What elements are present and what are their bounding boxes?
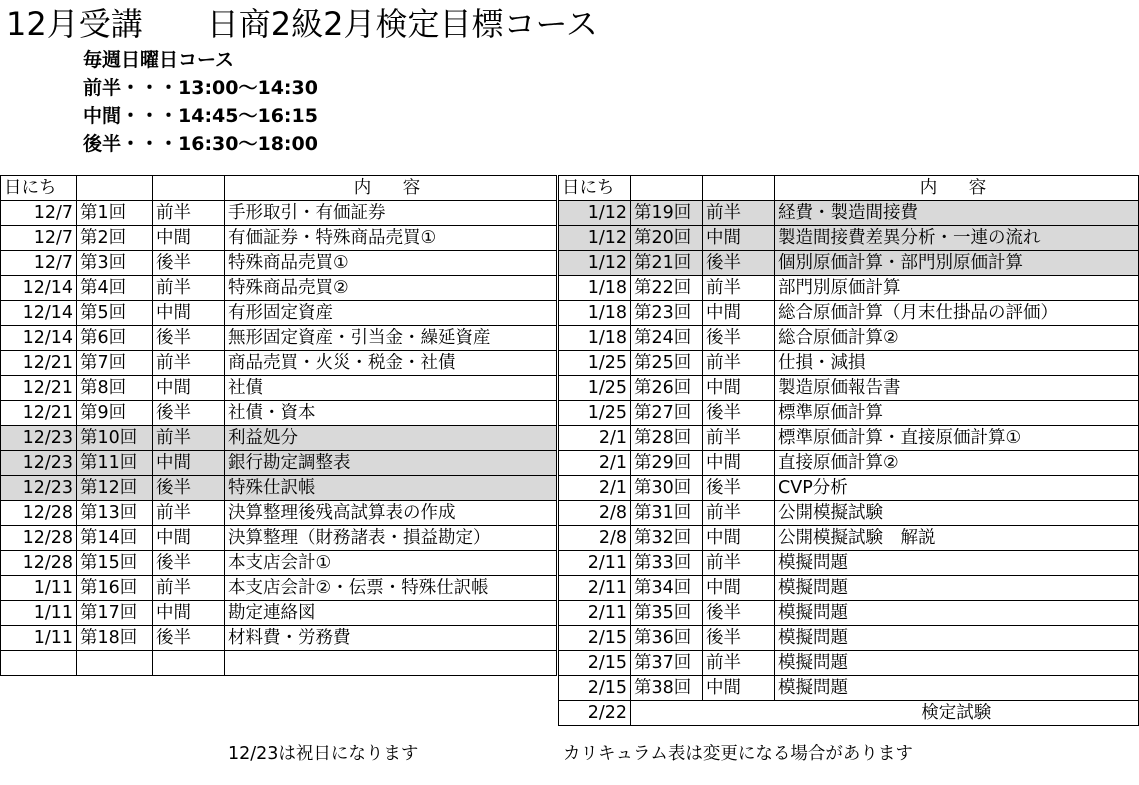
cell-date: 1/25 bbox=[559, 376, 631, 401]
cell-date: 2/1 bbox=[559, 476, 631, 501]
cell-session-number: 第19回 bbox=[631, 201, 703, 226]
cell-session-number: 第29回 bbox=[631, 451, 703, 476]
table-row bbox=[1, 476, 557, 501]
cell-date: 2/1 bbox=[559, 426, 631, 451]
cell-date bbox=[1, 651, 77, 676]
header-blank bbox=[153, 176, 225, 201]
cell-date: 12/14 bbox=[1, 301, 77, 326]
table-row bbox=[1, 301, 557, 326]
header-content: 内 容 bbox=[775, 176, 1139, 201]
cell-session-number: 第1回 bbox=[77, 201, 153, 226]
cell-session-number: 第34回 bbox=[631, 576, 703, 601]
cell-session-number: 第17回 bbox=[77, 601, 153, 626]
cell-session-number: 第14回 bbox=[77, 526, 153, 551]
table-row bbox=[559, 251, 1139, 276]
cell-period: 後半 bbox=[703, 326, 775, 351]
cell-date: 2/11 bbox=[559, 601, 631, 626]
cell-period: 前半 bbox=[703, 551, 775, 576]
change-note: カリキュラム表は変更になる場合があります bbox=[563, 744, 913, 764]
cell-content: 経費・製造間接費 bbox=[775, 201, 1139, 226]
table-row bbox=[559, 501, 1139, 526]
cell-content: 総合原価計算② bbox=[775, 326, 1139, 351]
cell-date: 1/12 bbox=[559, 251, 631, 276]
table-row bbox=[1, 501, 557, 526]
cell-period: 前半 bbox=[153, 276, 225, 301]
cell-date: 12/28 bbox=[1, 526, 77, 551]
cell-period: 中間 bbox=[153, 226, 225, 251]
cell-date: 1/18 bbox=[559, 276, 631, 301]
cell-session-number: 第16回 bbox=[77, 576, 153, 601]
table-row bbox=[1, 526, 557, 551]
session-time-first: 前半・・・13:00～14:30 bbox=[83, 77, 318, 99]
cell-period: 後半 bbox=[703, 476, 775, 501]
cell-content: 直接原価計算② bbox=[775, 451, 1139, 476]
cell-session-number: 第10回 bbox=[77, 426, 153, 451]
cell-date: 2/22 bbox=[559, 701, 631, 726]
table-row bbox=[1, 326, 557, 351]
cell-period bbox=[153, 651, 225, 676]
cell-period: 後半 bbox=[153, 401, 225, 426]
table-header-row bbox=[559, 176, 1139, 201]
cell-content: 手形取引・有価証券 bbox=[225, 201, 557, 226]
table-row bbox=[1, 576, 557, 601]
table-row bbox=[1, 376, 557, 401]
cell-date: 1/18 bbox=[559, 326, 631, 351]
table-row bbox=[1, 551, 557, 576]
exam-row bbox=[559, 701, 1139, 726]
cell-content: 模擬問題 bbox=[775, 576, 1139, 601]
cell-session-number: 第28回 bbox=[631, 426, 703, 451]
cell-period: 前半 bbox=[703, 351, 775, 376]
cell-content: 公開模擬試験 bbox=[775, 501, 1139, 526]
cell-period: 中間 bbox=[703, 676, 775, 701]
cell-period: 前半 bbox=[153, 351, 225, 376]
cell-content: 材料費・労務費 bbox=[225, 626, 557, 651]
cell-session-number: 第36回 bbox=[631, 626, 703, 651]
cell-period: 前半 bbox=[703, 276, 775, 301]
cell-date: 2/1 bbox=[559, 451, 631, 476]
cell-content: 社債 bbox=[225, 376, 557, 401]
cell-date: 12/28 bbox=[1, 551, 77, 576]
table-row bbox=[559, 676, 1139, 701]
cell-period: 前半 bbox=[153, 201, 225, 226]
cell-content: 特殊仕訳帳 bbox=[225, 476, 557, 501]
table-row bbox=[559, 426, 1139, 451]
cell-period: 中間 bbox=[153, 376, 225, 401]
cell-period: 後半 bbox=[153, 476, 225, 501]
cell-date: 12/7 bbox=[1, 201, 77, 226]
cell-date: 1/12 bbox=[559, 201, 631, 226]
cell-session-number: 第37回 bbox=[631, 651, 703, 676]
table-row bbox=[559, 526, 1139, 551]
table-row bbox=[559, 576, 1139, 601]
cell-content: 個別原価計算・部門別原価計算 bbox=[775, 251, 1139, 276]
cell-period: 中間 bbox=[703, 301, 775, 326]
cell-date: 1/11 bbox=[1, 626, 77, 651]
cell-date: 2/8 bbox=[559, 526, 631, 551]
cell-content: 有価証券・特殊商品売買① bbox=[225, 226, 557, 251]
cell-content: CVP分析 bbox=[775, 476, 1139, 501]
cell-session-number: 第32回 bbox=[631, 526, 703, 551]
cell-content: 銀行勘定調整表 bbox=[225, 451, 557, 476]
cell-date: 12/7 bbox=[1, 251, 77, 276]
cell-session-number: 第25回 bbox=[631, 351, 703, 376]
table-row bbox=[559, 601, 1139, 626]
cell-date: 12/21 bbox=[1, 376, 77, 401]
cell-session-number: 第7回 bbox=[77, 351, 153, 376]
cell-period: 前半 bbox=[703, 501, 775, 526]
table-row bbox=[1, 626, 557, 651]
cell-content: 本支店会計②・伝票・特殊仕訳帳 bbox=[225, 576, 557, 601]
cell-session-number: 第30回 bbox=[631, 476, 703, 501]
cell-period: 前半 bbox=[153, 426, 225, 451]
header-content: 内 容 bbox=[225, 176, 557, 201]
table-row bbox=[1, 251, 557, 276]
cell-date: 12/21 bbox=[1, 351, 77, 376]
cell-session-number: 第15回 bbox=[77, 551, 153, 576]
cell-session-number bbox=[77, 651, 153, 676]
cell-period: 後半 bbox=[703, 251, 775, 276]
cell-session-number: 第31回 bbox=[631, 501, 703, 526]
cell-date: 12/23 bbox=[1, 451, 77, 476]
table-row bbox=[559, 376, 1139, 401]
cell-period: 後半 bbox=[153, 251, 225, 276]
cell-content: 決算整理後残高試算表の作成 bbox=[225, 501, 557, 526]
cell-session-number: 第3回 bbox=[77, 251, 153, 276]
header-blank bbox=[703, 176, 775, 201]
cell-session-number: 第35回 bbox=[631, 601, 703, 626]
cell-content: 本支店会計① bbox=[225, 551, 557, 576]
cell-date: 12/14 bbox=[1, 276, 77, 301]
cell-date: 2/11 bbox=[559, 551, 631, 576]
cell-content: 無形固定資産・引当金・繰延資産 bbox=[225, 326, 557, 351]
cell-content: 標準原価計算 bbox=[775, 401, 1139, 426]
table-header-row bbox=[1, 176, 557, 201]
table-row bbox=[1, 351, 557, 376]
cell-exam: 検定試験 bbox=[775, 701, 1139, 726]
cell-date: 1/18 bbox=[559, 301, 631, 326]
cell-period: 中間 bbox=[703, 226, 775, 251]
cell-period: 後半 bbox=[153, 551, 225, 576]
table-row bbox=[559, 451, 1139, 476]
cell-date: 2/15 bbox=[559, 676, 631, 701]
cell-period: 前半 bbox=[153, 501, 225, 526]
table-row bbox=[559, 626, 1139, 651]
cell-session-number: 第5回 bbox=[77, 301, 153, 326]
cell-period: 後半 bbox=[703, 601, 775, 626]
cell-period: 中間 bbox=[703, 576, 775, 601]
cell-date: 1/11 bbox=[1, 601, 77, 626]
cell-period: 後半 bbox=[153, 326, 225, 351]
table-row bbox=[559, 276, 1139, 301]
cell-session-number: 第2回 bbox=[77, 226, 153, 251]
table-row bbox=[559, 301, 1139, 326]
header-blank bbox=[77, 176, 153, 201]
cell-session-number: 第22回 bbox=[631, 276, 703, 301]
table-row bbox=[559, 351, 1139, 376]
cell-date: 12/7 bbox=[1, 226, 77, 251]
schedule-table-right bbox=[558, 175, 1139, 726]
cell-date: 2/15 bbox=[559, 651, 631, 676]
table-row bbox=[559, 476, 1139, 501]
header-date: 日にち bbox=[559, 176, 631, 201]
cell-period: 中間 bbox=[703, 376, 775, 401]
table-row bbox=[1, 601, 557, 626]
cell-session-number: 第26回 bbox=[631, 376, 703, 401]
cell-content: 模擬問題 bbox=[775, 676, 1139, 701]
cell-period: 後半 bbox=[703, 626, 775, 651]
cell-content: 勘定連絡図 bbox=[225, 601, 557, 626]
table-row bbox=[559, 201, 1139, 226]
cell-content: 模擬問題 bbox=[775, 651, 1139, 676]
cell-content: 模擬問題 bbox=[775, 551, 1139, 576]
cell-date: 2/8 bbox=[559, 501, 631, 526]
cell-date: 2/11 bbox=[559, 576, 631, 601]
table-row bbox=[559, 651, 1139, 676]
cell-period: 後半 bbox=[703, 401, 775, 426]
cell-blank bbox=[631, 701, 775, 726]
table-row bbox=[1, 426, 557, 451]
cell-content: 仕損・減損 bbox=[775, 351, 1139, 376]
cell-date: 1/11 bbox=[1, 576, 77, 601]
cell-date: 1/12 bbox=[559, 226, 631, 251]
table-row bbox=[1, 451, 557, 476]
cell-period: 前半 bbox=[153, 576, 225, 601]
cell-content: 利益処分 bbox=[225, 426, 557, 451]
table-row bbox=[559, 401, 1139, 426]
table-row bbox=[1, 276, 557, 301]
cell-period: 中間 bbox=[153, 601, 225, 626]
cell-content: 有形固定資産 bbox=[225, 301, 557, 326]
cell-session-number: 第4回 bbox=[77, 276, 153, 301]
cell-session-number: 第27回 bbox=[631, 401, 703, 426]
cell-session-number: 第12回 bbox=[77, 476, 153, 501]
cell-session-number: 第20回 bbox=[631, 226, 703, 251]
cell-period: 前半 bbox=[703, 201, 775, 226]
cell-period: 後半 bbox=[153, 626, 225, 651]
cell-content: 製造原価報告書 bbox=[775, 376, 1139, 401]
cell-session-number: 第21回 bbox=[631, 251, 703, 276]
cell-content: 特殊商品売買② bbox=[225, 276, 557, 301]
cell-period: 中間 bbox=[703, 451, 775, 476]
session-time-middle: 中間・・・14:45～16:15 bbox=[83, 105, 318, 127]
cell-date: 12/23 bbox=[1, 426, 77, 451]
table-row bbox=[1, 401, 557, 426]
cell-content: 総合原価計算（月末仕掛品の評価） bbox=[775, 301, 1139, 326]
cell-session-number: 第33回 bbox=[631, 551, 703, 576]
cell-session-number: 第9回 bbox=[77, 401, 153, 426]
header-blank bbox=[631, 176, 703, 201]
cell-date: 2/15 bbox=[559, 626, 631, 651]
table-row bbox=[1, 651, 557, 676]
cell-content: 商品売買・火災・税金・社債 bbox=[225, 351, 557, 376]
cell-content: 特殊商品売買① bbox=[225, 251, 557, 276]
cell-content: 模擬問題 bbox=[775, 601, 1139, 626]
cell-session-number: 第8回 bbox=[77, 376, 153, 401]
cell-session-number: 第18回 bbox=[77, 626, 153, 651]
cell-content: 決算整理（財務諸表・損益勘定） bbox=[225, 526, 557, 551]
session-time-last: 後半・・・16:30～18:00 bbox=[83, 133, 318, 155]
table-row bbox=[559, 326, 1139, 351]
cell-date: 12/21 bbox=[1, 401, 77, 426]
cell-period: 前半 bbox=[703, 651, 775, 676]
cell-content: 標準原価計算・直接原価計算① bbox=[775, 426, 1139, 451]
page-title: 12月受講 日商2級2月検定目標コース bbox=[6, 5, 598, 43]
header-date: 日にち bbox=[1, 176, 77, 201]
cell-period: 中間 bbox=[153, 451, 225, 476]
table-row bbox=[559, 226, 1139, 251]
cell-content bbox=[225, 651, 557, 676]
cell-content: 製造間接費差異分析・一連の流れ bbox=[775, 226, 1139, 251]
cell-period: 中間 bbox=[153, 301, 225, 326]
holiday-note: 12/23は祝日になります bbox=[228, 744, 419, 764]
cell-session-number: 第11回 bbox=[77, 451, 153, 476]
cell-session-number: 第6回 bbox=[77, 326, 153, 351]
table-row bbox=[1, 201, 557, 226]
cell-date: 12/28 bbox=[1, 501, 77, 526]
cell-session-number: 第23回 bbox=[631, 301, 703, 326]
cell-session-number: 第13回 bbox=[77, 501, 153, 526]
cell-content: 部門別原価計算 bbox=[775, 276, 1139, 301]
cell-date: 1/25 bbox=[559, 351, 631, 376]
cell-period: 前半 bbox=[703, 426, 775, 451]
table-row bbox=[1, 226, 557, 251]
cell-period: 中間 bbox=[153, 526, 225, 551]
cell-period: 中間 bbox=[703, 526, 775, 551]
course-name: 毎週日曜日コース bbox=[83, 49, 235, 71]
cell-content: 模擬問題 bbox=[775, 626, 1139, 651]
cell-date: 12/23 bbox=[1, 476, 77, 501]
cell-date: 12/14 bbox=[1, 326, 77, 351]
cell-content: 社債・資本 bbox=[225, 401, 557, 426]
cell-session-number: 第38回 bbox=[631, 676, 703, 701]
cell-session-number: 第24回 bbox=[631, 326, 703, 351]
table-row bbox=[559, 551, 1139, 576]
schedule-table-left bbox=[0, 175, 557, 676]
cell-content: 公開模擬試験 解説 bbox=[775, 526, 1139, 551]
cell-date: 1/25 bbox=[559, 401, 631, 426]
